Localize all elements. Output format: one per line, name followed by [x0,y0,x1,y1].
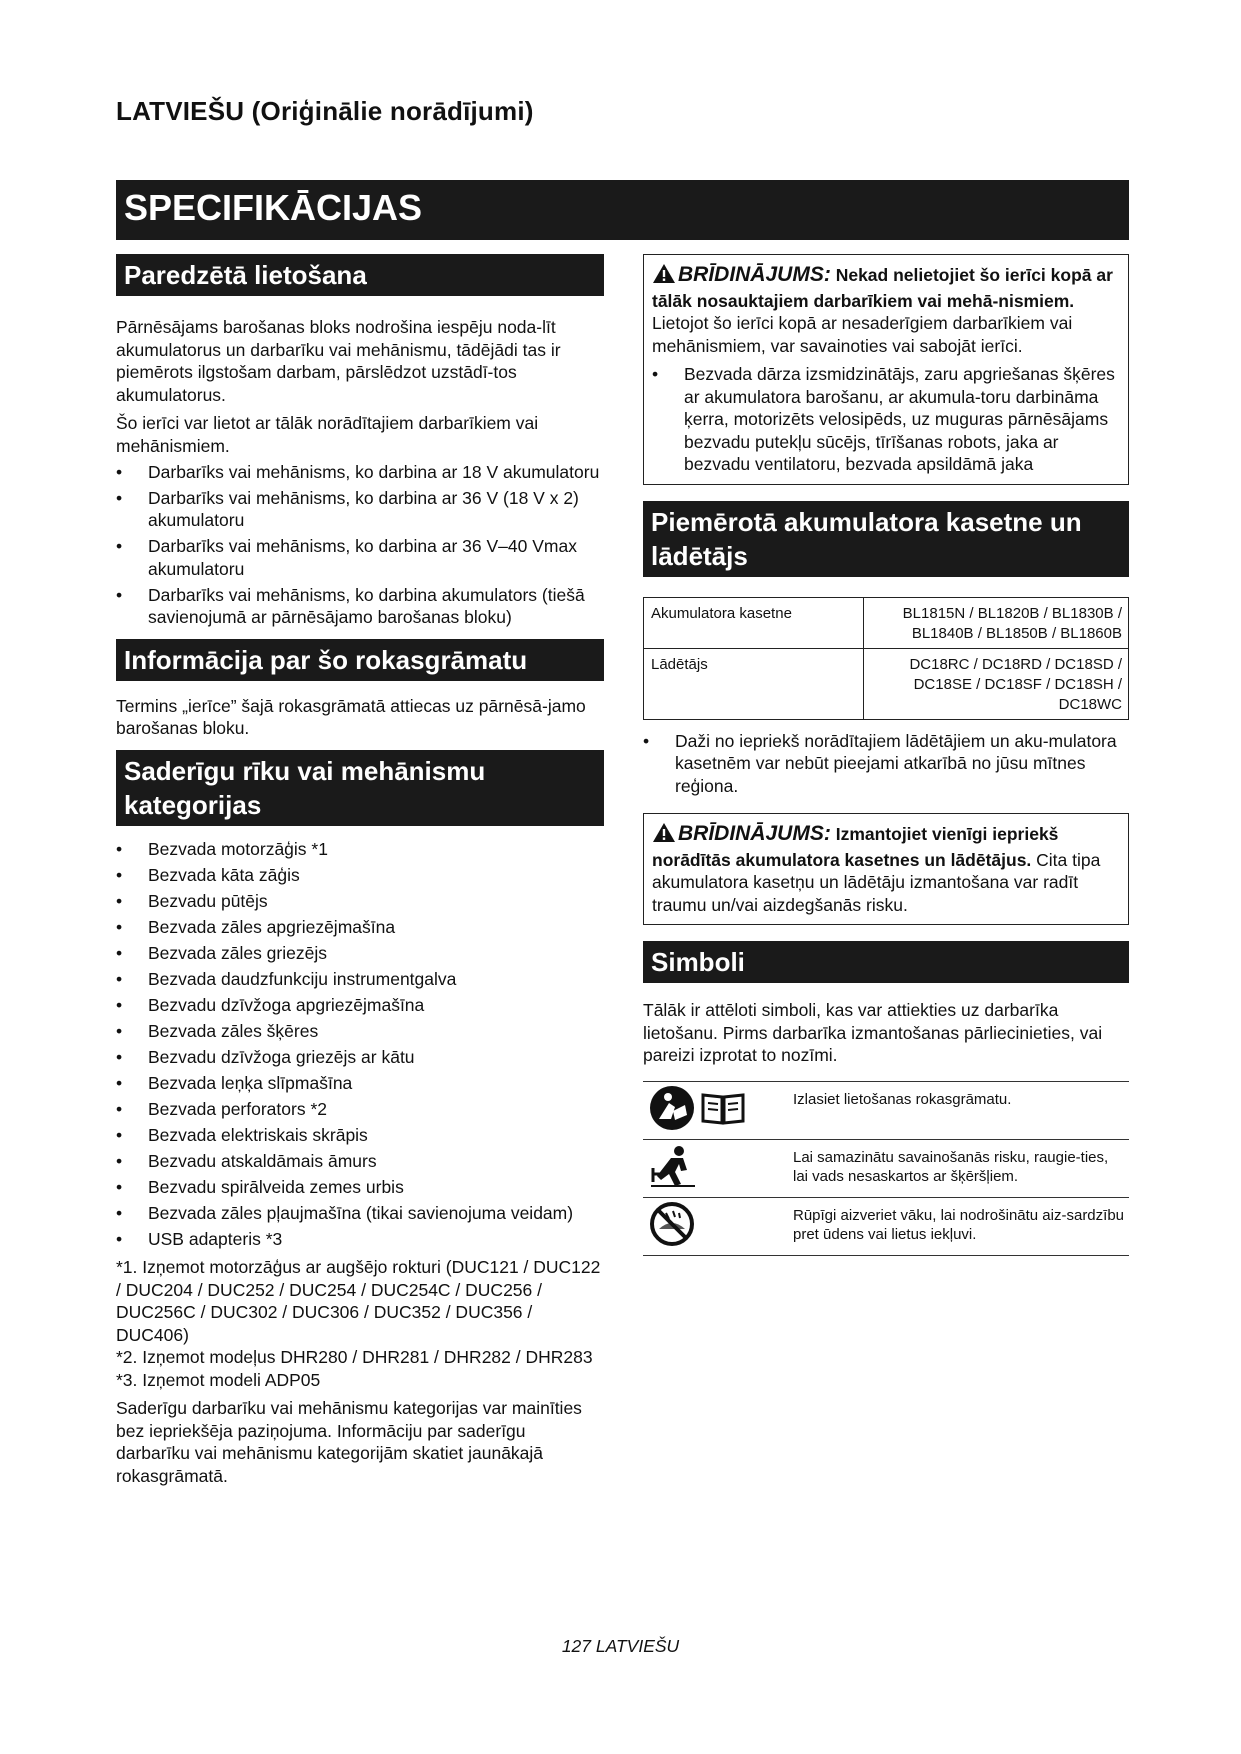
footnote-3: *3. Izņemot modeli ADP05 [116,1369,321,1390]
list-item: • Bezvadu atskaldāmais āmurs [116,1150,604,1173]
warning-box-battery [643,813,1129,925]
list-item: • Darbarīks vai mehānisms, ko darbina ar 36 V (18 V x 2) akumulatoru [116,487,604,532]
language-header: LATVIEŠU (Oriģinālie norādījumi) [116,96,534,126]
footnote-2: *2. Izņemot modeļus DHR280 / DHR281 / DHR282 / DHR283 [116,1347,593,1367]
list-item: • Bezvada zāles griezējs [116,942,604,965]
table-row [643,1082,1129,1140]
specifications-banner: SPECIFIKĀCIJAS [116,180,1129,240]
section-title-battery-charger: Piemērotā akumulatora kasetne un lādētājs [643,501,1129,577]
symbol-description: Izlasiet lietošanas rokasgrāmatu. [793,1090,1012,1108]
battery-charger-table [643,597,1129,720]
table-cell-label: Akumulatora kasetne [644,597,864,648]
section-title-compatible-tools: Saderīgu rīku vai mehānismu kategorijas [116,750,604,826]
list-item: • Darbarīks vai mehānisms, ko darbina akumulators (tiešā savienojumā ar pārnēsājamo barošanas bloku) [116,584,604,629]
table-cell-label: Lādētājs [644,648,864,719]
list-item: • Daži no iepriekš norādītajiem lādētājiem un aku-mulatora kasetnēm var nebūt pieejami atkarībā no jūsu mītnes reģiona. [643,730,1129,798]
availability-note [643,730,1129,798]
list-item: • Darbarīks vai mehānisms, ko darbina ar 18 V akumulatoru [116,461,604,484]
list-item: • Bezvada zāles apgriezējmašīna [116,916,604,939]
list-item: • Bezvada perforators *2 [116,1098,604,1121]
symbol-description: Lai samazinātu savainošanās risku, raugie-ties, lai vads nesaskartos ar šķēršļiem. [793,1148,1109,1185]
paragraph: Pārnēsājams barošanas bloks nodrošina iespēju noda-līt akumulatorus un darbarīku vai mehānismu, tādējādi tas ir piemērots ilgstošam darbam, pārslēdzot uzstādī-tos akumulatorus. [116,317,561,405]
warning-label: BRĪDINĀJUMS: [678,263,831,286]
tripping-hazard-icon [649,1144,697,1193]
table-cell-value: DC18RC / DC18RD / DC18SD / DC18SE / DC18SF / DC18SH / DC18WC [864,648,1129,719]
left-column [116,254,604,1487]
list-item: • USB adapteris *3 [116,1228,604,1251]
list-item: • Bezvada dārza izsmidzinātājs, zaru apgriešanas šķēres ar akumulatora barošanu, ar akumula-toru darbināma ķerra, motorizēts velosipēds, uz muguras pārnēsājams bezvadu putekļu sūcējs, tīrīšanas robots, jaka ar bezvadu ventilatoru, bezvada apsildāmā jaka [652,363,1120,476]
warning-bold-text: Nekad nelietojiet šo ierīci kopā ar tālāk nosauktajiem darbarīkiem vai mehā-nismiem. [652,265,1113,311]
section-title-intended-use: Paredzētā lietošana [116,254,604,296]
symbol-description: Rūpīgi aizveriet vāku, lai nodrošinātu aiz-sardzību pret ūdens vai lietus iekļuvi. [793,1206,1125,1243]
footnote-1: *1. Izņemot motorzāģus ar augšējo rokturi (DUC121 / DUC122 / DUC204 / DUC252 / DUC254 / DUC254C / DUC256 / DUC256C / DUC302 / DUC306 / DUC352 / DUC356 / DUC406) [116,1257,601,1345]
paragraph: Termins „ierīce” šajā rokasgrāmatā attiecas uz pārnēsā-jamo barošanas bloku. [116,695,586,738]
incompatible-list [652,363,1120,476]
page-number: 127 LATVIEŠU [561,1636,680,1656]
warning-bold-text: Izmantojiet vienīgi iepriekš norādītās akumulatora kasetnes un lādētājus. [652,824,1059,870]
symbols-table [643,1081,1129,1256]
warning-triangle-icon [652,263,676,290]
list-item: • Bezvada zāles pļaujmašīna (tikai savienojuma veidam) [116,1202,604,1225]
warning-box-incompatible [643,254,1129,485]
section-title-manual-info: Informācija par šo rokasgrāmatu [116,639,604,681]
paragraph: Saderīgu darbarīku vai mehānismu kategorijas var mainīties bez iepriekšēja paziņojuma. Informāciju par saderīgu darbarīku vai mehānismu kategorijām skatiet jaunākajā rokasgrāmatā. [116,1398,582,1486]
compatible-tools-list [116,838,604,1251]
list-item: • Bezvada daudzfunkciju instrumentgalva [116,968,604,991]
table-row [643,1198,1129,1256]
paragraph: Tālāk ir attēloti simboli, kas var attiekties uz darbarīka lietošanu. Pirms darbarīka izmantošanas pārliecinieties, vai pareizi izprotat to nozīmi. [643,1000,1103,1065]
list-item: • Bezvada motorzāģis *1 [116,838,604,861]
list-item: • Bezvadu pūtējs [116,890,604,913]
warning-label: BRĪDINĀJUMS: [678,822,831,845]
table-row [644,648,1129,719]
warning-text: Lietojot šo ierīci kopā ar nesaderīgiem darbarīkiem vai mehānismiem, var savainoties vai sabojāt ierīci. [652,313,1073,356]
right-column [643,254,1129,1256]
paragraph: Šo ierīci var lietot ar tālāk norādītajiem darbarīkiem vai mehānismiem. [116,413,539,456]
usage-list [116,461,604,629]
close-cover-icon [649,1201,695,1252]
list-item: • Bezvadu dzīvžoga griezējs ar kātu [116,1046,604,1069]
section-title-symbols: Simboli [643,941,1129,983]
book-icon [701,1091,745,1130]
list-item: • Darbarīks vai mehānisms, ko darbina ar 36 V–40 Vmax akumulatoru [116,535,604,580]
list-item: • Bezvada kāta zāģis [116,864,604,887]
list-item: • Bezvada elektriskais skrāpis [116,1124,604,1147]
warning-triangle-icon [652,822,676,849]
list-item: • Bezvadu spirālveida zemes urbis [116,1176,604,1199]
list-item: • Bezvada zāles šķēres [116,1020,604,1043]
list-item: • Bezvada leņķa slīpmašīna [116,1072,604,1095]
table-cell-value: BL1815N / BL1820B / BL1830B / BL1840B / BL1850B / BL1860B [864,597,1129,648]
warning-text: Cita tipa akumulatora kasetņu un lādētāju izmantošana var radīt traumu un/vai aizdegšanās risku. [652,849,1101,915]
read-manual-icon [649,1085,695,1136]
table-row [644,597,1129,648]
table-row [643,1140,1129,1198]
list-item: • Bezvadu dzīvžoga apgriezējmašīna [116,994,604,1017]
